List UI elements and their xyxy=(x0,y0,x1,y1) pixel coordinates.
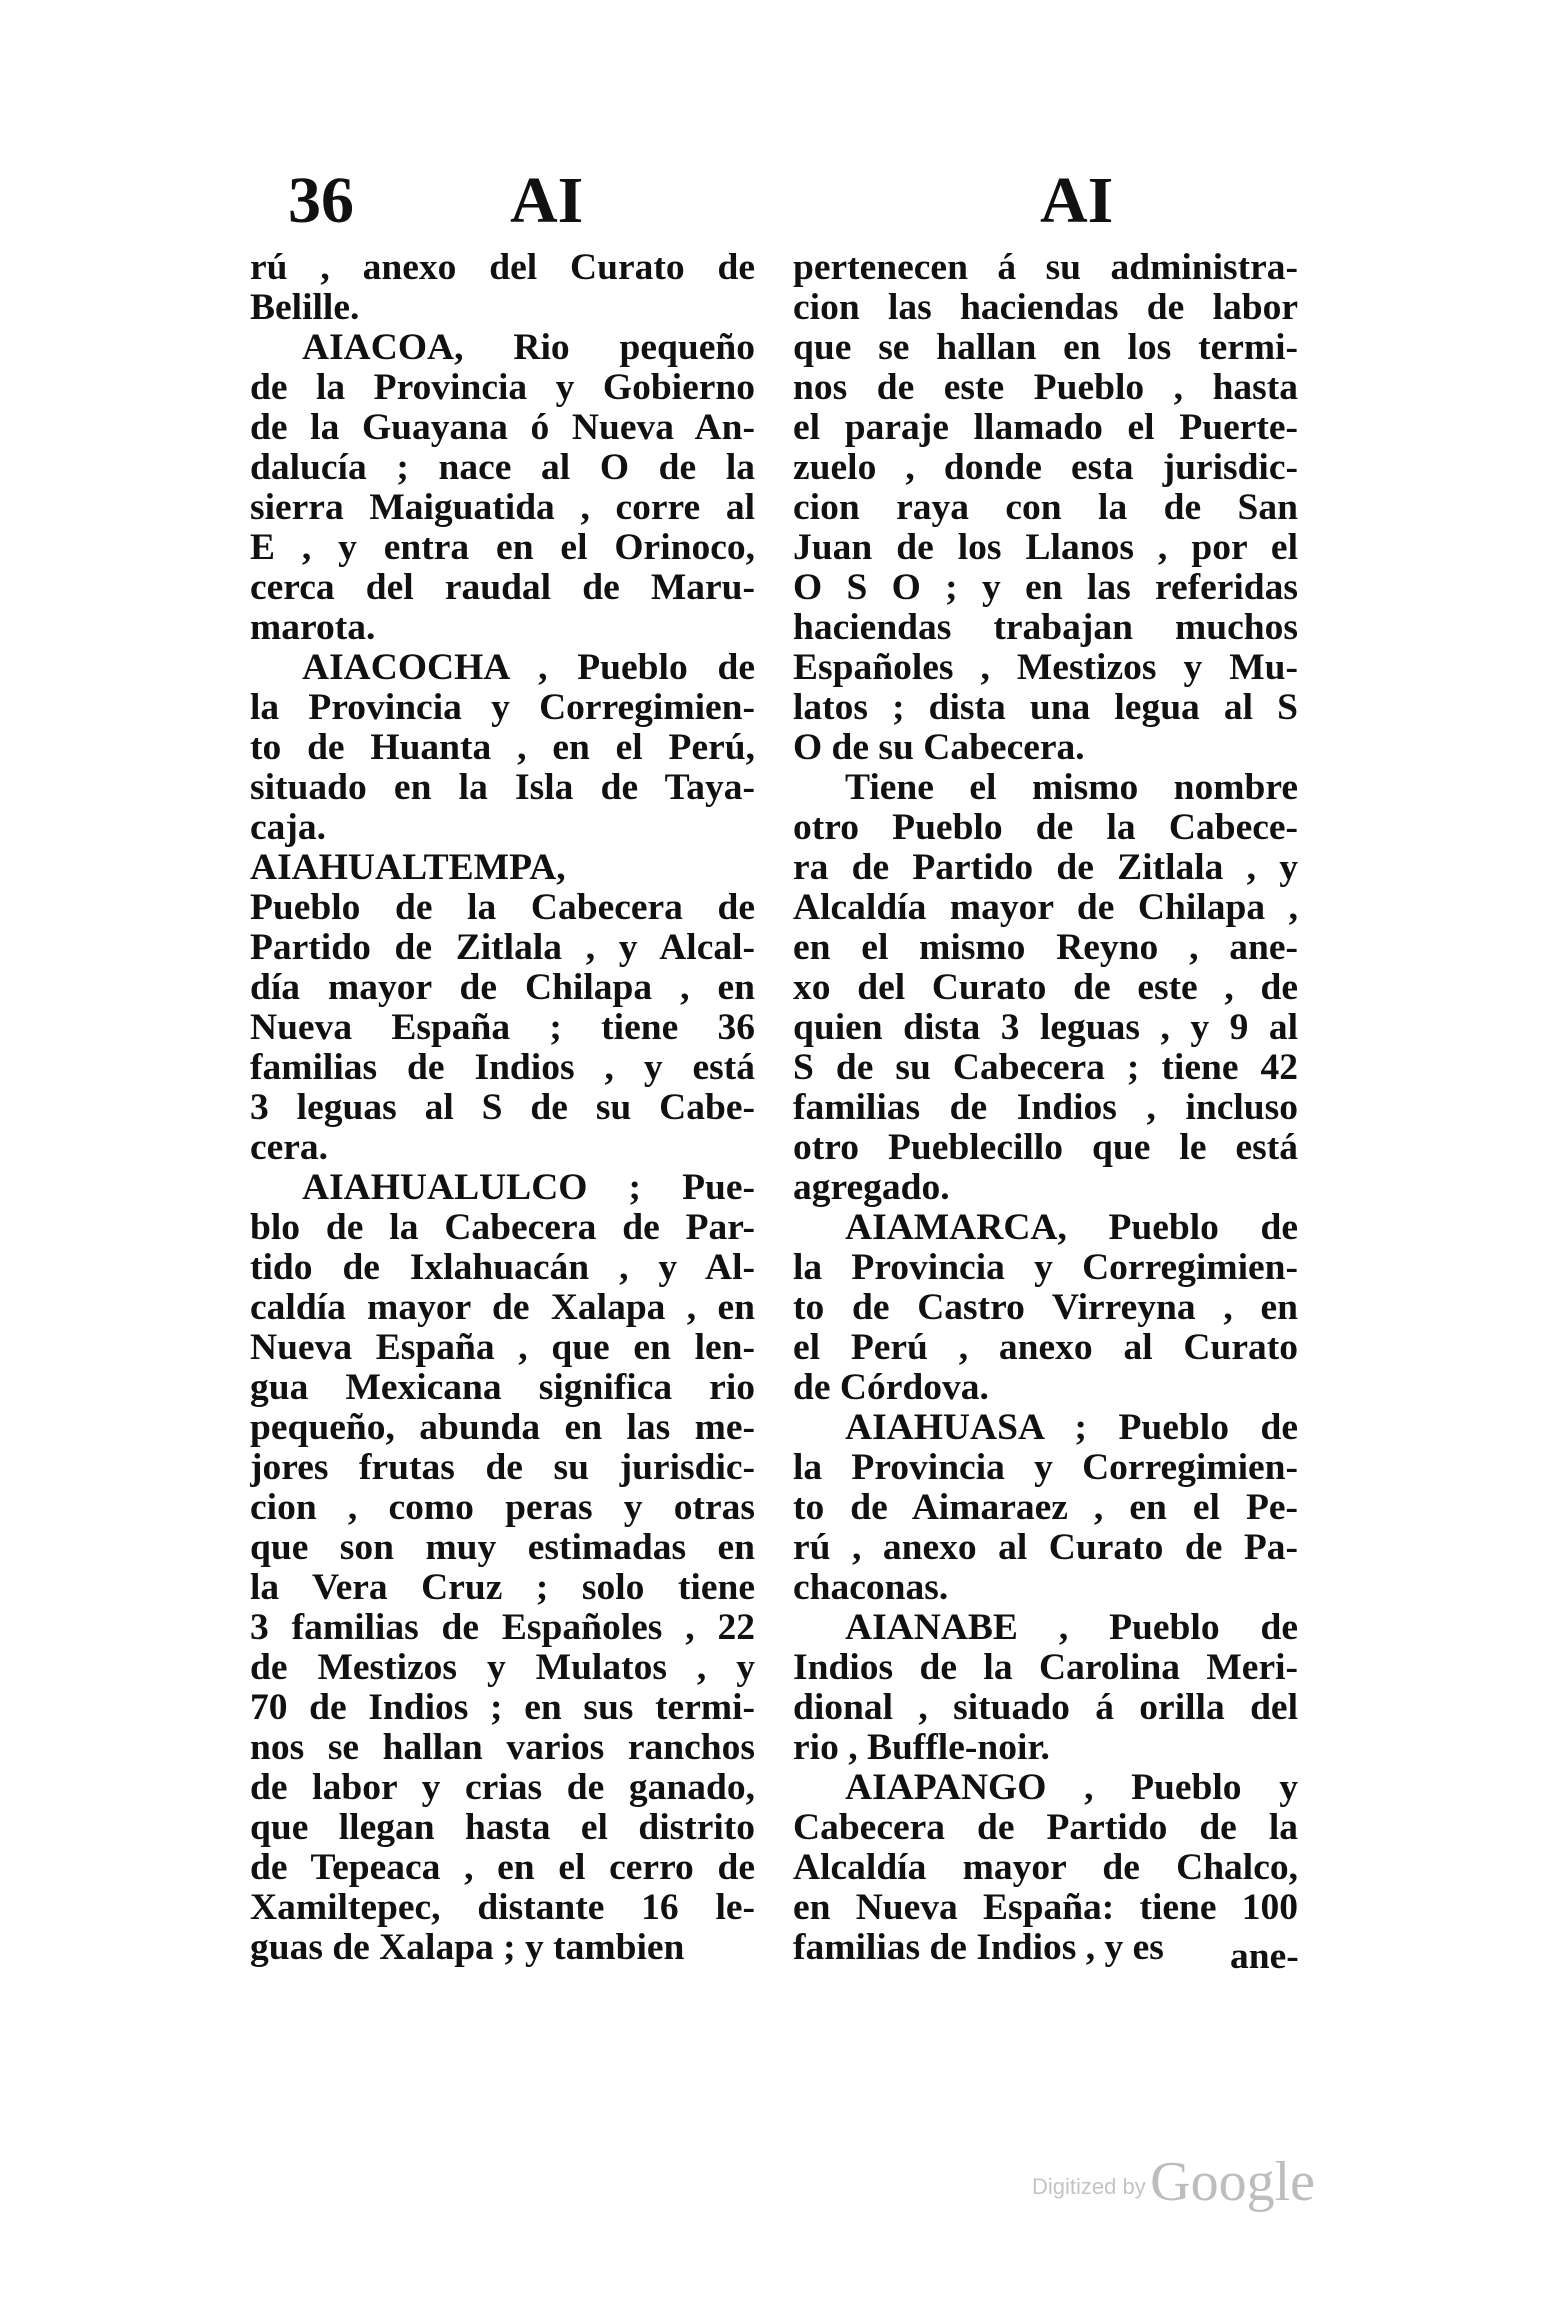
text-line: la Provincia y Corregimien- xyxy=(793,1448,1298,1488)
text-line: AIACOCHA , Pueblo de xyxy=(302,648,755,688)
text-line: nos se hallan varios ranchos xyxy=(250,1728,755,1768)
watermark-prefix: Digitized by xyxy=(1032,2174,1146,2199)
text-line: dional , situado á orilla del xyxy=(793,1688,1298,1728)
text-line: el Perú , anexo al Curato xyxy=(793,1328,1298,1368)
text-line: familias de Indios , y es xyxy=(793,1928,1164,1968)
text-line: chaconas. xyxy=(793,1568,949,1608)
text-line: O S O ; y en las referidas xyxy=(793,568,1298,608)
text-line: to de Castro Virreyna , en xyxy=(793,1288,1298,1328)
text-line: E , y entra en el Orinoco, xyxy=(250,528,755,568)
text-line: de la Guayana ó Nueva An- xyxy=(250,408,755,448)
text-line: otro Pueblo de la Cabece- xyxy=(793,808,1298,848)
text-line: de Tepeaca , en el cerro de xyxy=(250,1848,755,1888)
text-line: que llegan hasta el distrito xyxy=(250,1808,755,1848)
text-line: rio , Buffle-noir. xyxy=(793,1728,1050,1768)
text-line: 3 leguas al S de su Cabe- xyxy=(250,1088,755,1128)
text-line: Xamiltepec, distante 16 le- xyxy=(250,1888,755,1928)
text-line: caldía mayor de Xalapa , en xyxy=(250,1288,755,1328)
text-line: S de su Cabecera ; tiene 42 xyxy=(793,1048,1298,1088)
running-head-left: AI xyxy=(510,164,584,237)
text-line: zuelo , donde esta jurisdic- xyxy=(793,448,1298,488)
text-line: Indios de la Carolina Meri- xyxy=(793,1648,1298,1688)
text-line: nos de este Pueblo , hasta xyxy=(793,368,1298,408)
text-line: de Córdova. xyxy=(793,1368,989,1408)
text-line: AIANABE , Pueblo de xyxy=(845,1608,1298,1648)
text-line: gua Mexicana significa rio xyxy=(250,1368,755,1408)
text-line: AIAHUASA ; Pueblo de xyxy=(845,1408,1298,1448)
text-line: sierra Maiguatida , corre al xyxy=(250,488,755,528)
text-line: Nueva España , que en len- xyxy=(250,1328,755,1368)
text-line: caja. xyxy=(250,808,327,848)
text-line: que son muy estimadas en xyxy=(250,1528,755,1568)
text-line: de la Provincia y Gobierno xyxy=(250,368,755,408)
text-line: latos ; dista una legua al S xyxy=(793,688,1298,728)
text-line: dalucía ; nace al O de la xyxy=(250,448,755,488)
text-line: Alcaldía mayor de Chilapa , xyxy=(793,888,1298,928)
text-line: haciendas trabajan muchos xyxy=(793,608,1298,648)
text-line: pertenecen á su administra- xyxy=(793,248,1298,288)
text-line: día mayor de Chilapa , en xyxy=(250,968,755,1008)
text-line: AIAPANGO , Pueblo y xyxy=(845,1768,1298,1808)
text-line: xo del Curato de este , de xyxy=(793,968,1298,1008)
text-line: rú , anexo del Curato de xyxy=(250,248,755,288)
catchword: ane- xyxy=(1230,1936,1299,1977)
text-line: jores frutas de su jurisdic- xyxy=(250,1448,755,1488)
text-line: Partido de Zitlala , y Alcal- xyxy=(250,928,755,968)
text-line: AIACOA, Rio pequeño xyxy=(302,328,755,368)
text-line: Españoles , Mestizos y Mu- xyxy=(793,648,1298,688)
text-line: en Nueva España: tiene 100 xyxy=(793,1888,1298,1928)
text-line: que se hallan en los termi- xyxy=(793,328,1298,368)
text-line: cerca del raudal de Maru- xyxy=(250,568,755,608)
text-line: familias de Indios , y está xyxy=(250,1048,755,1088)
text-line: Juan de los Llanos , por el xyxy=(793,528,1298,568)
digitized-by-google-watermark xyxy=(1032,2150,1315,2214)
page-number: 36 xyxy=(288,164,354,237)
left-text-column xyxy=(250,248,755,1968)
text-line: de Mestizos y Mulatos , y xyxy=(250,1648,755,1688)
text-line: ra de Partido de Zitlala , y xyxy=(793,848,1298,888)
text-line: AIAHUALULCO ; Pue- xyxy=(302,1168,755,1208)
text-line: AIAHUALTEMPA, xyxy=(250,848,566,888)
text-line: cion , como peras y otras xyxy=(250,1488,755,1528)
right-text-column xyxy=(793,248,1298,1968)
text-line: de labor y crias de ganado, xyxy=(250,1768,755,1808)
text-line: en el mismo Reyno , ane- xyxy=(793,928,1298,968)
text-line: Belille. xyxy=(250,288,360,328)
text-line: rú , anexo al Curato de Pa- xyxy=(793,1528,1298,1568)
text-line: Nueva España ; tiene 36 xyxy=(250,1008,755,1048)
text-line: el paraje llamado el Puerte- xyxy=(793,408,1298,448)
text-line: pequeño, abunda en las me- xyxy=(250,1408,755,1448)
text-line: la Provincia y Corregimien- xyxy=(250,688,755,728)
text-line: Alcaldía mayor de Chalco, xyxy=(793,1848,1298,1888)
google-logo: Google xyxy=(1150,2151,1316,2213)
text-line: marota. xyxy=(250,608,376,648)
text-line: 70 de Indios ; en sus termi- xyxy=(250,1688,755,1728)
text-line: quien dista 3 leguas , y 9 al xyxy=(793,1008,1298,1048)
running-head-right: AI xyxy=(1040,164,1114,237)
text-line: Pueblo de la Cabecera de xyxy=(250,888,755,928)
text-line: Cabecera de Partido de la xyxy=(793,1808,1298,1848)
text-line: la Provincia y Corregimien- xyxy=(793,1248,1298,1288)
text-line: cion las haciendas de labor xyxy=(793,288,1298,328)
text-line: tido de Ixlahuacán , y Al- xyxy=(250,1248,755,1288)
text-line: 3 familias de Españoles , 22 xyxy=(250,1608,755,1648)
text-line: situado en la Isla de Taya- xyxy=(250,768,755,808)
text-line: guas de Xalapa ; y tambien xyxy=(250,1928,685,1968)
text-line: otro Pueblecillo que le está xyxy=(793,1128,1298,1168)
text-line: AIAMARCA, Pueblo de xyxy=(845,1208,1298,1248)
text-line: la Vera Cruz ; solo tiene xyxy=(250,1568,755,1608)
text-line: O de su Cabecera. xyxy=(793,728,1085,768)
text-line: cera. xyxy=(250,1128,329,1168)
text-line: to de Huanta , en el Perú, xyxy=(250,728,755,768)
text-line: Tiene el mismo nombre xyxy=(845,768,1298,808)
text-line: cion raya con la de San xyxy=(793,488,1298,528)
text-line: blo de la Cabecera de Par- xyxy=(250,1208,755,1248)
text-line: to de Aimaraez , en el Pe- xyxy=(793,1488,1298,1528)
text-line: agregado. xyxy=(793,1168,950,1208)
text-line: familias de Indios , incluso xyxy=(793,1088,1298,1128)
